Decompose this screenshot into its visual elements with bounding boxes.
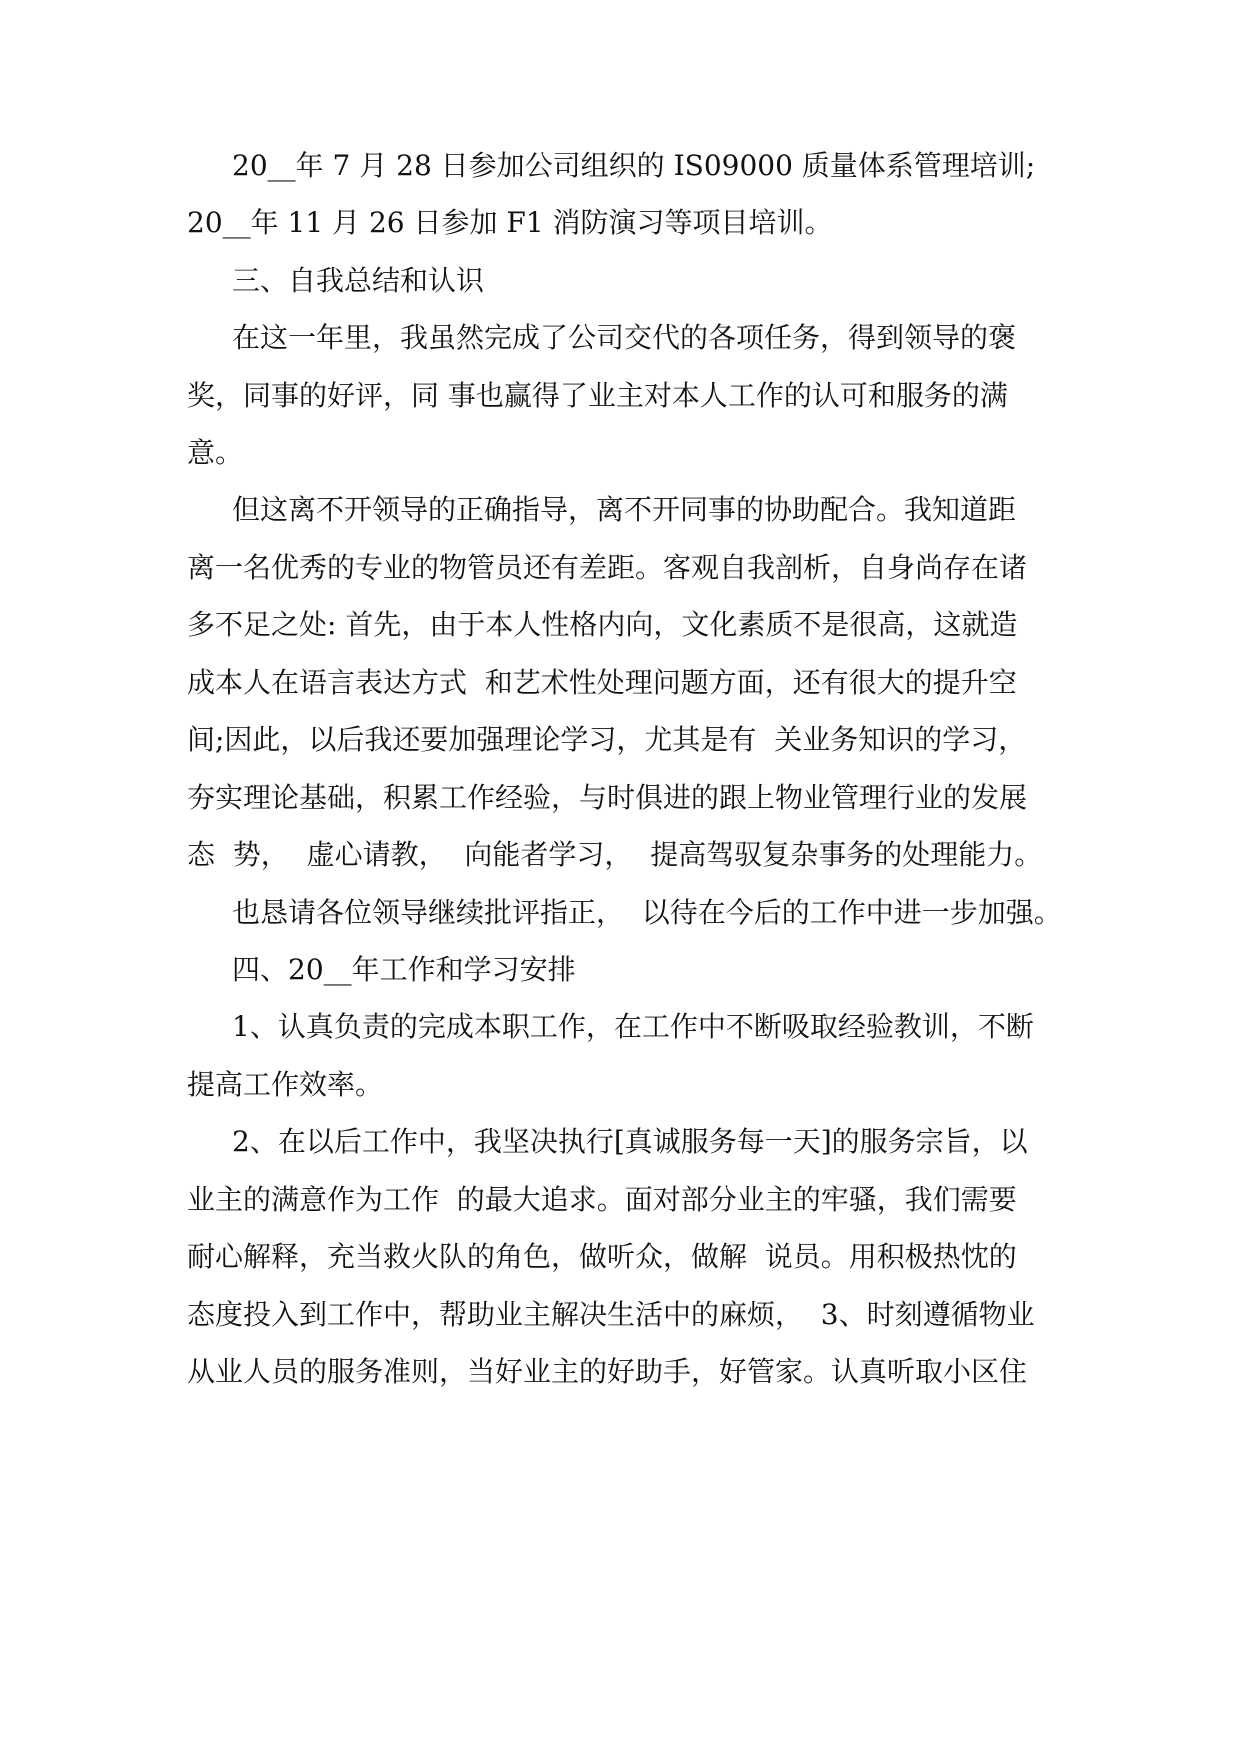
paragraph-line: 也恳请各位领导继续批评指正， 以待在今后的工作中进一步加强。	[232, 896, 1062, 929]
paragraph-line: 耐心解释，充当救火队的角色，做听众，做解 说员。用积极热忱的	[187, 1240, 1017, 1273]
paragraph-line: 离一名优秀的专业的物管员还有差距。客观自我剖析，自身尚存在诸	[187, 551, 1028, 584]
paragraph-line: 20__年 11 月 26 日参加 F1 消防演习等项目培训。	[187, 206, 833, 239]
paragraph-line: 夯实理论基础，积累工作经验，与时俱进的跟上物业管理行业的发展	[187, 781, 1028, 814]
paragraph-line: 但这离不开领导的正确指导，离不开同事的协助配合。我知道距	[232, 493, 1017, 526]
paragraph-line: 2、在以后工作中，我坚决执行[真诚服务每一天]的服务宗旨，以	[232, 1125, 1028, 1158]
paragraph-line: 间;因此，以后我还要加强理论学习，尤其是有 关业务知识的学习，	[187, 723, 1027, 756]
paragraph-line: 意。	[187, 436, 244, 469]
section-heading: 四、20__年工作和学习安排	[232, 953, 576, 986]
paragraph-line: 从业人员的服务准则，当好业主的好助手，好管家。认真听取小区住	[187, 1355, 1028, 1388]
paragraph-line: 20__年 7 月 28 日参加公司组织的 IS09000 质量体系管理培训;	[232, 149, 1036, 182]
paragraph-line: 1、认真负责的完成本职工作，在工作中不断吸取经验教训，不断	[232, 1010, 1034, 1043]
paragraph-line: 业主的满意作为工作 的最大追求。面对部分业主的牢骚，我们需要	[187, 1183, 1017, 1216]
paragraph-line: 成本人在语言表达方式 和艺术性处理问题方面，还有很大的提升空	[187, 666, 1017, 699]
paragraph-line: 奖，同事的好评，同 事也赢得了业主对本人工作的认可和服务的满	[187, 379, 1008, 412]
section-heading: 三、自我总结和认识	[232, 264, 485, 297]
paragraph-line: 多不足之处: 首先，由于本人性格内向，文化素质不是很高，这就造	[187, 608, 1018, 641]
paragraph-line: 提高工作效率。	[187, 1068, 384, 1101]
paragraph-line: 态 势， 虚心请教， 向能者学习， 提高驾驭复杂事务的处理能力。	[187, 838, 1043, 871]
paragraph-line: 态度投入到工作中，帮助业主解决生活中的麻烦， 3、时刻遵循物业	[187, 1298, 1035, 1331]
paragraph-line: 在这一年里，我虽然完成了公司交代的各项任务，得到领导的褒	[232, 321, 1017, 354]
